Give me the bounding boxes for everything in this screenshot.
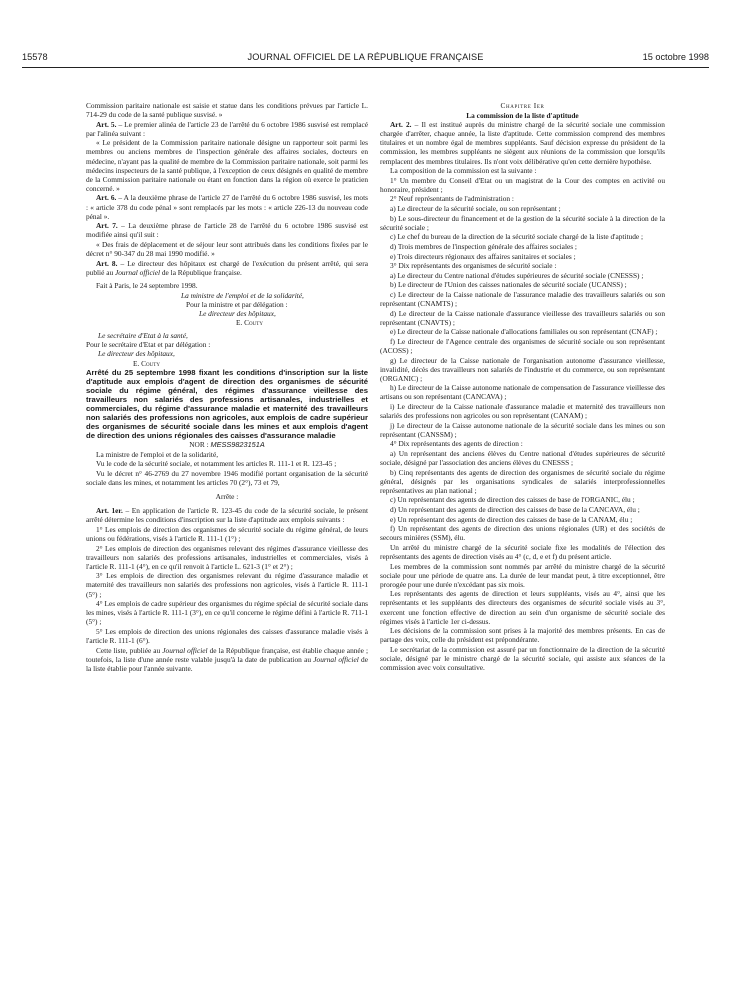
page-header xyxy=(22,52,709,66)
signatory-name: E. Couty xyxy=(236,318,263,328)
article-label: Art. 7. xyxy=(96,221,118,231)
page-number: 15578 xyxy=(22,52,48,62)
list-item: e) Le directeur de la Caisse nationale d'allocations familiales ou son représentant (CNAF) ; xyxy=(390,327,658,337)
journal-ref: Journal officiel xyxy=(114,267,161,277)
list-item: f) Un représentant des agents de direction des unions régionales (UR) et des sociétés de secours minières (SSM), élu. xyxy=(380,524,665,543)
article-label: Art. 1er. xyxy=(96,506,123,516)
paragraph: La composition de la commission est la suivante : xyxy=(390,166,537,176)
right-column xyxy=(380,101,665,673)
list-item: c) Un représentant des agents de direction des caisses de base de l'ORGANIC, élu ; xyxy=(390,495,635,505)
header-rule xyxy=(22,67,709,68)
left-column xyxy=(86,101,368,673)
paragraph: Les représentants des agents de direction et leurs suppléants, visés au 4°, ainsi que les représentants et les suppléants des directeurs des organismes de sécurité sociale visés au 3°, exercent une fonction effective de direction au sein d'un organisme de sécurité sociale des régimes visés à l'article 1er ci-dessus. xyxy=(380,589,665,626)
article-text: – Le premier alinéa de l'article 23 de l'arrêté du 6 octobre 1986 susvisé est remplacé par l'alinéa suivant : xyxy=(86,119,368,138)
text: de la liste établie pour l'année suivante. xyxy=(86,654,368,673)
article-text: – Il est institué auprès du ministre chargé de la sécurité sociale une commission chargée d'arrêter, chaque année, la liste d'aptitude. Cette commission comprend des membres titulaires et un nombre égal de membres suppléants. Sauf décision expresse du président de la commission, les membres suppléants ne siègent aux réunions de la commission que lorsqu'ils remplacent des membres titulaires. Ils n'ont voix délibérative qu'en cette dernière hypothèse. xyxy=(380,120,665,166)
quote: « Des frais de déplacement et de séjour leur sont attribués dans les conditions fixées par le décret n° 90-347 du 28 mai 1990 modifié. » xyxy=(86,239,368,258)
article-2 xyxy=(380,120,665,165)
text: Cette liste, publiée au xyxy=(96,645,163,655)
signatory-role: Le directeur des hôpitaux, xyxy=(98,349,175,359)
list-item: j) Le directeur de la Caisse autonome nationale de la sécurité sociale dans les mines ou son représentant (CANSSM) ; xyxy=(380,420,665,439)
list-item: c) Le directeur de la Caisse nationale de l'assurance maladie des travailleurs salariés ou son représentant (CNAMTS) ; xyxy=(380,289,665,308)
list-item: e) Un représentant des agents de direction des caisses de base de la CANAM, élu ; xyxy=(390,514,633,524)
list-item: 4° Dix représentants des agents de direction : xyxy=(390,439,523,449)
list-item: h) Le directeur de la Caisse autonome nationale de compensation de l'assurance vieillesse des artisans ou son représentant (CANCAVA) ; xyxy=(380,383,665,402)
delegation: Pour le secrétaire d'Etat et par délégation : xyxy=(86,340,211,350)
list-item: 1° Les emplois de direction des organismes de sécurité sociale du régime général, de leurs unions ou fédérations, visés à l'article R. 111-1 (1°) ; xyxy=(86,524,368,543)
nor-code: MESS9823151A xyxy=(210,440,265,450)
date-line: Fait à Paris, le 24 septembre 1998. xyxy=(96,281,198,291)
list-item: i) Le directeur de la Caisse nationale d'assurance maladie et maternité des travailleurs non salariés des professions non agricoles ou son représentant (CANAM) ; xyxy=(380,402,665,421)
article-7 xyxy=(86,221,368,239)
list-item: 3° Dix représentants des organismes de sécurité sociale : xyxy=(390,261,557,271)
paragraph: Le secrétariat de la commission est assuré par un fonctionnaire de la direction de la sécurité sociale, désigné par le ministre chargé de la sécurité sociale, qui assiste aux séances de la commission avec voix consultative. xyxy=(380,644,665,673)
list-item: 3° Les emplois de direction des organismes relevant du régime d'assurance maladie et maternité des travailleurs non salariés des professions non agricoles, visés à l'article R. 111-1 (5°) ; xyxy=(86,571,368,599)
arrete-title: Arrêté du 25 septembre 1998 fixant les conditions d'inscription sur la liste d'aptitude aux emplois d'agent de direction des organismes de sécurité sociale du régime général, des régimes d'assurance vieillesse des travailleurs non salariés des professions artisanales, industrielles et commerciales, du régime d'assurance maladie et maternité des travailleurs non salariés des professions non agricoles, aux emplois de cadre supérieur des organismes de sécurité sociale dans les mines et aux emplois d'agent de direction des unions régionales des caisses d'assurance maladie xyxy=(86,367,368,440)
paragraph: Vu le décret n° 46-2769 du 27 novembre 1946 modifié portant organisation de la sécurité sociale dans les mines, et notamment les articles 70 (2°), 73 et 79, xyxy=(86,468,368,487)
paragraph xyxy=(86,646,368,673)
article-label: Art. 5. xyxy=(96,119,117,129)
paragraph: Les membres de la commission sont nommés par arrêté du ministre chargé de la sécurité sociale pour une période de quatre ans. La durée de leur mandat peut, à titre exceptionnel, être prorogée pour une durée n'excédant pas six mois. xyxy=(380,561,665,589)
article-1 xyxy=(86,506,368,524)
article-text: – En application de l'article R. 123-45 du code de la sécurité sociale, le présent arrêté détermine les conditions d'inscription sur la liste d'aptitude aux emplois suivants : xyxy=(86,506,368,525)
text: de la République française, est établie chaque année ; toutefois, la liste d'une année reste valable jusqu'à la date de publication au xyxy=(86,645,369,664)
paragraph: Vu le code de la sécurité sociale, et notamment les articles R. 111-1 et R. 123-45 ; xyxy=(96,459,337,469)
article-8 xyxy=(86,259,368,277)
list-item: d) Le directeur de la Caisse nationale d'assurance vieillesse des travailleurs salariés ou son représentant (CNAVTS) ; xyxy=(380,308,665,327)
article-text: – Le directeur des hôpitaux est chargé de l'exécution du présent arrêté, qui sera publié au xyxy=(86,258,368,277)
list-item: 5° Les emplois de direction des unions régionales des caisses d'assurance maladie visés à l'article R. 111-1 (6°). xyxy=(86,626,368,645)
list-item: c) Le chef du bureau de la direction de la sécurité sociale chargé de la liste d'aptitude ; xyxy=(390,232,644,242)
list-item: a) Le directeur de la sécurité sociale, ou son représentant ; xyxy=(390,204,561,214)
list-item: 2° Neuf représentants de l'administration : xyxy=(390,194,514,204)
list-item: 1° Un membre du Conseil d'Etat ou un magistrat de la Cour des comptes en activité ou honoraire, président ; xyxy=(380,175,665,194)
list-item: g) Le directeur de la Caisse nationale de l'organisation autonome d'assurance vieillesse, invalidité, décès des travailleurs non salariés de l'industrie et du commerce, ou son représentant (ORGANIC) ; xyxy=(380,355,665,383)
quote: « Le président de la Commission paritaire nationale désigne un rapporteur soit parmi les membres ou anciens membres de l'inspection générale des affaires sociales, docteurs en médecine, n'ayant pas la qualité de membre de la Commission paritaire nationale, soit parmi les médecins inspecteurs de la santé publique, à l'exception de ceux désignés en qualité de membre de la Commission paritaire nationale ou étant en fonction dans la région où exerce le praticien concerné. » xyxy=(86,138,368,193)
paragraph: La ministre de l'emploi et de la solidarité, xyxy=(96,449,219,459)
article-text: – La deuxième phrase de l'article 28 de l'arrêté du 6 octobre 1986 susvisé est modifiée ainsi qu'il suit : xyxy=(86,221,368,240)
list-item: b) Le directeur de l'Union des caisses nationales de sécurité sociale (UCANSS) ; xyxy=(390,280,627,290)
list-item: b) Le sous-directeur du financement et de la gestion de la sécurité sociale à la direction de la sécurité sociale ; xyxy=(380,213,665,232)
signatory-title: La ministre de l'emploi et de la solidarité, xyxy=(181,290,304,300)
journal-ref: Journal officiel xyxy=(313,654,359,664)
list-item: 2° Les emplois de direction des organismes relevant des régimes d'assurance vieillesse des travailleurs non salariés des professions artisanales, industrielles et commerciales, visés à l'article R. 111-1 (4°), en ce qu'il renvoit à l'article L. 621-3 (1° et 2°) ; xyxy=(86,543,368,571)
list-item: a) Le directeur du Centre national d'études supérieures de sécurité sociale (CNESSS) ; xyxy=(390,270,644,280)
paragraph: Commission paritaire nationale est saisie et statue dans les conditions prévues par l'article L. 714-29 du code de la santé publique susvisé. » xyxy=(86,101,368,120)
article-label: Art. 6. xyxy=(96,193,117,203)
list-item: a) Un représentant des anciens élèves du Centre national d'études supérieures de sécurité sociale, désigné par l'association des anciens élèves du CNESSS ; xyxy=(380,448,665,468)
nor-label: NOR : xyxy=(189,440,211,450)
list-item: d) Trois membres de l'inspection générale des affaires sociales ; xyxy=(390,241,577,251)
article-label: Art. 2. xyxy=(390,120,412,130)
issue-date: 15 octobre 1998 xyxy=(642,52,709,62)
article-5 xyxy=(86,120,368,138)
article-label: Art. 8. xyxy=(96,258,118,268)
list-item: d) Un représentant des agents de direction des caisses de base de la CANCAVA, élu ; xyxy=(390,505,640,515)
signatory-title: Le secrétaire d'Etat à la santé, xyxy=(98,331,188,341)
list-item: b) Cinq représentants des agents de direction des organismes de sécurité sociale du régime général, désignés par les organisations syndicales de salariés interprofessionnelles représentatives au plan national ; xyxy=(380,467,665,495)
article-6 xyxy=(86,193,368,220)
chapter-heading: Chapitre Ier xyxy=(500,101,545,110)
chapter-title: La commission de la liste d'aptitude xyxy=(466,110,579,120)
signature-2 xyxy=(86,331,368,367)
delegation: Pour la ministre et par délégation : xyxy=(186,299,288,309)
journal-title: JOURNAL OFFICIEL DE LA RÉPUBLIQUE FRANÇAISE xyxy=(247,52,484,62)
signatory-role: Le directeur des hôpitaux, xyxy=(199,309,276,319)
article-text: – A la deuxième phrase de l'article 27 de l'arrêté du 6 octobre 1986 susvisé, les mots : « article 378 du code pénal » sont remplacés par les mots : « article 226-13 du nouveau code pénal ». xyxy=(86,193,368,221)
paragraph: Les décisions de la commission sont prises à la majorité des membres présents. En cas de partage des voix, celle du président est prépondérante. xyxy=(380,626,665,645)
list-item: f) Le directeur de l'Agence centrale des organismes de sécurité sociale ou son représentant (ACOSS) ; xyxy=(380,336,665,355)
journal-ref: Journal officiel xyxy=(162,645,208,655)
signature-1 xyxy=(86,291,368,327)
signatory-name: E. Couty xyxy=(133,358,160,368)
list-item: e) Trois directeurs régionaux des affaires sanitaires et sociales ; xyxy=(390,251,576,261)
article-text: de la République française. xyxy=(160,267,242,277)
nor-reference xyxy=(86,440,368,449)
paragraph: Un arrêté du ministre chargé de la sécurité sociale fixe les modalités de l'élection des représentants des agents de direction visés au 4° (c, d, e et f) du présent article. xyxy=(380,542,665,561)
arrete-heading: Arrête : xyxy=(215,492,239,502)
list-item: 4° Les emplois de cadre supérieur des organismes du régime spécial de sécurité sociale dans les mines, visés à l'article R. 111-1 (3°), en ce qu'il concerne le régime défini à l'article R. 711-1 (5°) ; xyxy=(86,599,368,627)
